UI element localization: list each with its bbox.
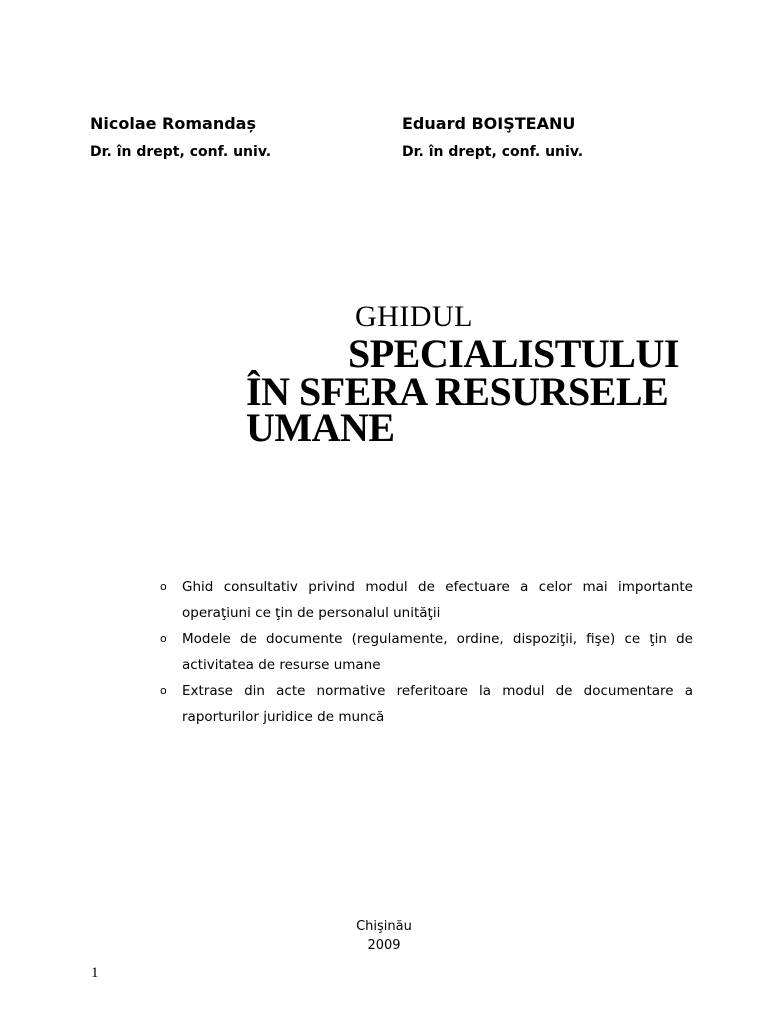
bullet-icon: o xyxy=(160,632,167,645)
list-item xyxy=(160,626,693,678)
author-1-name: Nicolae Romandaș xyxy=(90,114,256,133)
title-line-1: GHIDUL xyxy=(355,300,473,333)
list-item xyxy=(160,678,693,730)
bullet-icon: o xyxy=(160,684,167,697)
book-title xyxy=(246,300,706,450)
author-1 xyxy=(90,114,271,162)
list-item-text: Ghid consultativ privind modul de efectuare a celor mai importante operaţiuni ce ţin de personalul unităţii xyxy=(182,579,693,621)
author-2-credentials: Dr. în drept, conf. univ. xyxy=(402,144,584,160)
list-item-text: Modele de documente (regulamente, ordine, dispoziţii, fişe) ce ţin de activitatea de resurse umane xyxy=(182,631,693,673)
title-line-2: SPECIALISTULUI xyxy=(348,331,679,376)
author-2-name: Eduard BOIŞTEANU xyxy=(402,114,576,133)
title-line-3: ÎN SFERA RESURSELE xyxy=(246,369,669,414)
publication-place: Chişinău xyxy=(356,919,412,934)
author-1-credentials: Dr. în drept, conf. univ. xyxy=(90,144,272,160)
author-2 xyxy=(402,114,583,162)
page-number: 1 xyxy=(91,965,99,981)
publication-year: 2009 xyxy=(367,938,401,953)
list-item-text: Extrase din acte normative referitoare la modul de documentare a raporturilor juridice de muncă xyxy=(182,683,693,725)
contents-list xyxy=(160,574,693,730)
bullet-icon: o xyxy=(160,580,167,593)
list-item xyxy=(160,574,693,626)
title-line-4: UMANE xyxy=(246,405,395,450)
